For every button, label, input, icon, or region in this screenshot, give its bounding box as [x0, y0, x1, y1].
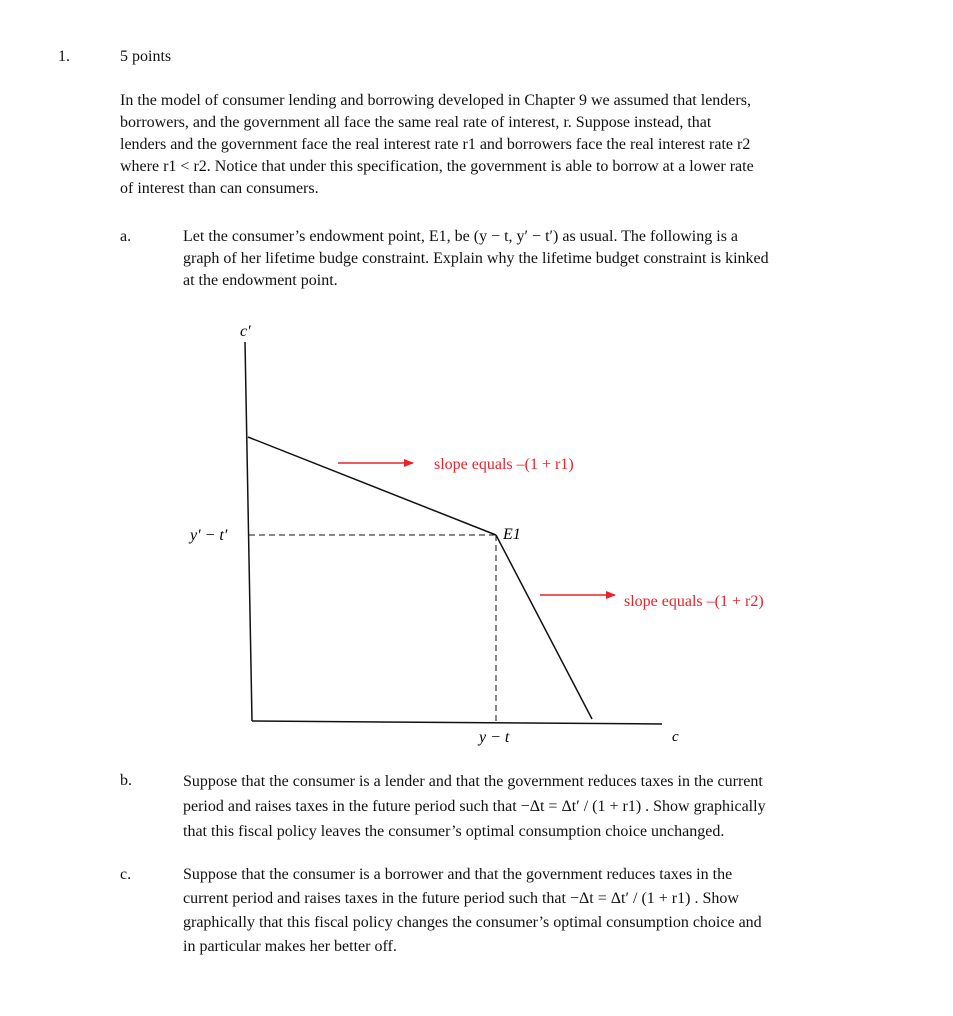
- part-b-text: [183, 769, 878, 844]
- part-a-line: Let the consumer’s endowment point, E1, be (y − t, y′ − t′) as usual. The following is a: [183, 228, 739, 245]
- part-c-line: in particular makes her better off.: [183, 938, 397, 955]
- y-tick-label: y′ − t′: [190, 527, 228, 544]
- part-c-line: Suppose that the consumer is a borrower and that the government reduces taxes in the: [183, 866, 733, 883]
- slope2-label: slope equals –(1 + r2): [624, 593, 764, 610]
- part-b-line: that this fiscal policy leaves the consumer’s optimal consumption choice unchanged.: [183, 823, 725, 840]
- intro-line: where r1 < r2. Notice that under this specification, the government is able to borrow at a lower rate: [120, 158, 754, 175]
- budget-line-borrower-segment: [496, 535, 592, 719]
- part-b-label: b.: [120, 772, 132, 789]
- intro-line: lenders and the government face the real interest rate r1 and borrowers face the real interest rate r2: [120, 136, 751, 153]
- intro-line: In the model of consumer lending and borrowing developed in Chapter 9 we assumed that lenders,: [120, 92, 751, 109]
- endowment-point-label: E1: [503, 526, 521, 543]
- intro-line: of interest than can consumers.: [120, 180, 319, 197]
- x-tick-label: y − t: [479, 729, 510, 746]
- part-a-label: a.: [120, 228, 132, 245]
- part-c-line: current period and raises taxes in the future period such that −Δt = Δt′ / (1 + r1) . Show: [183, 890, 739, 907]
- question-points: 5 points: [120, 48, 172, 65]
- x-axis-label: c: [672, 729, 679, 745]
- y-axis: [245, 342, 252, 721]
- slope1-label: slope equals –(1 + r1): [434, 456, 574, 473]
- budget-line-lender-segment: [248, 437, 496, 535]
- x-axis: [252, 721, 662, 724]
- intro-line: borrowers, and the government all face the same real rate of interest, r. Suppose instead, that: [120, 114, 712, 131]
- question-number: 1.: [58, 48, 70, 65]
- part-b-line: Suppose that the consumer is a lender and that the government reduces taxes in the current: [183, 773, 763, 790]
- part-b-line: period and raises taxes in the future period such that −Δt = Δt′ / (1 + r1) . Show graphically: [183, 798, 766, 815]
- part-c-text: [183, 863, 878, 959]
- part-c-line: graphically that this fiscal policy changes the consumer’s optimal consumption choice and: [183, 914, 762, 931]
- y-axis-label: c′: [240, 323, 251, 340]
- part-c-label: c.: [120, 866, 132, 883]
- part-a-line: graph of her lifetime budge constraint. Explain why the lifetime budget constraint is kinked: [183, 250, 769, 267]
- part-a-line: at the endowment point.: [183, 272, 338, 289]
